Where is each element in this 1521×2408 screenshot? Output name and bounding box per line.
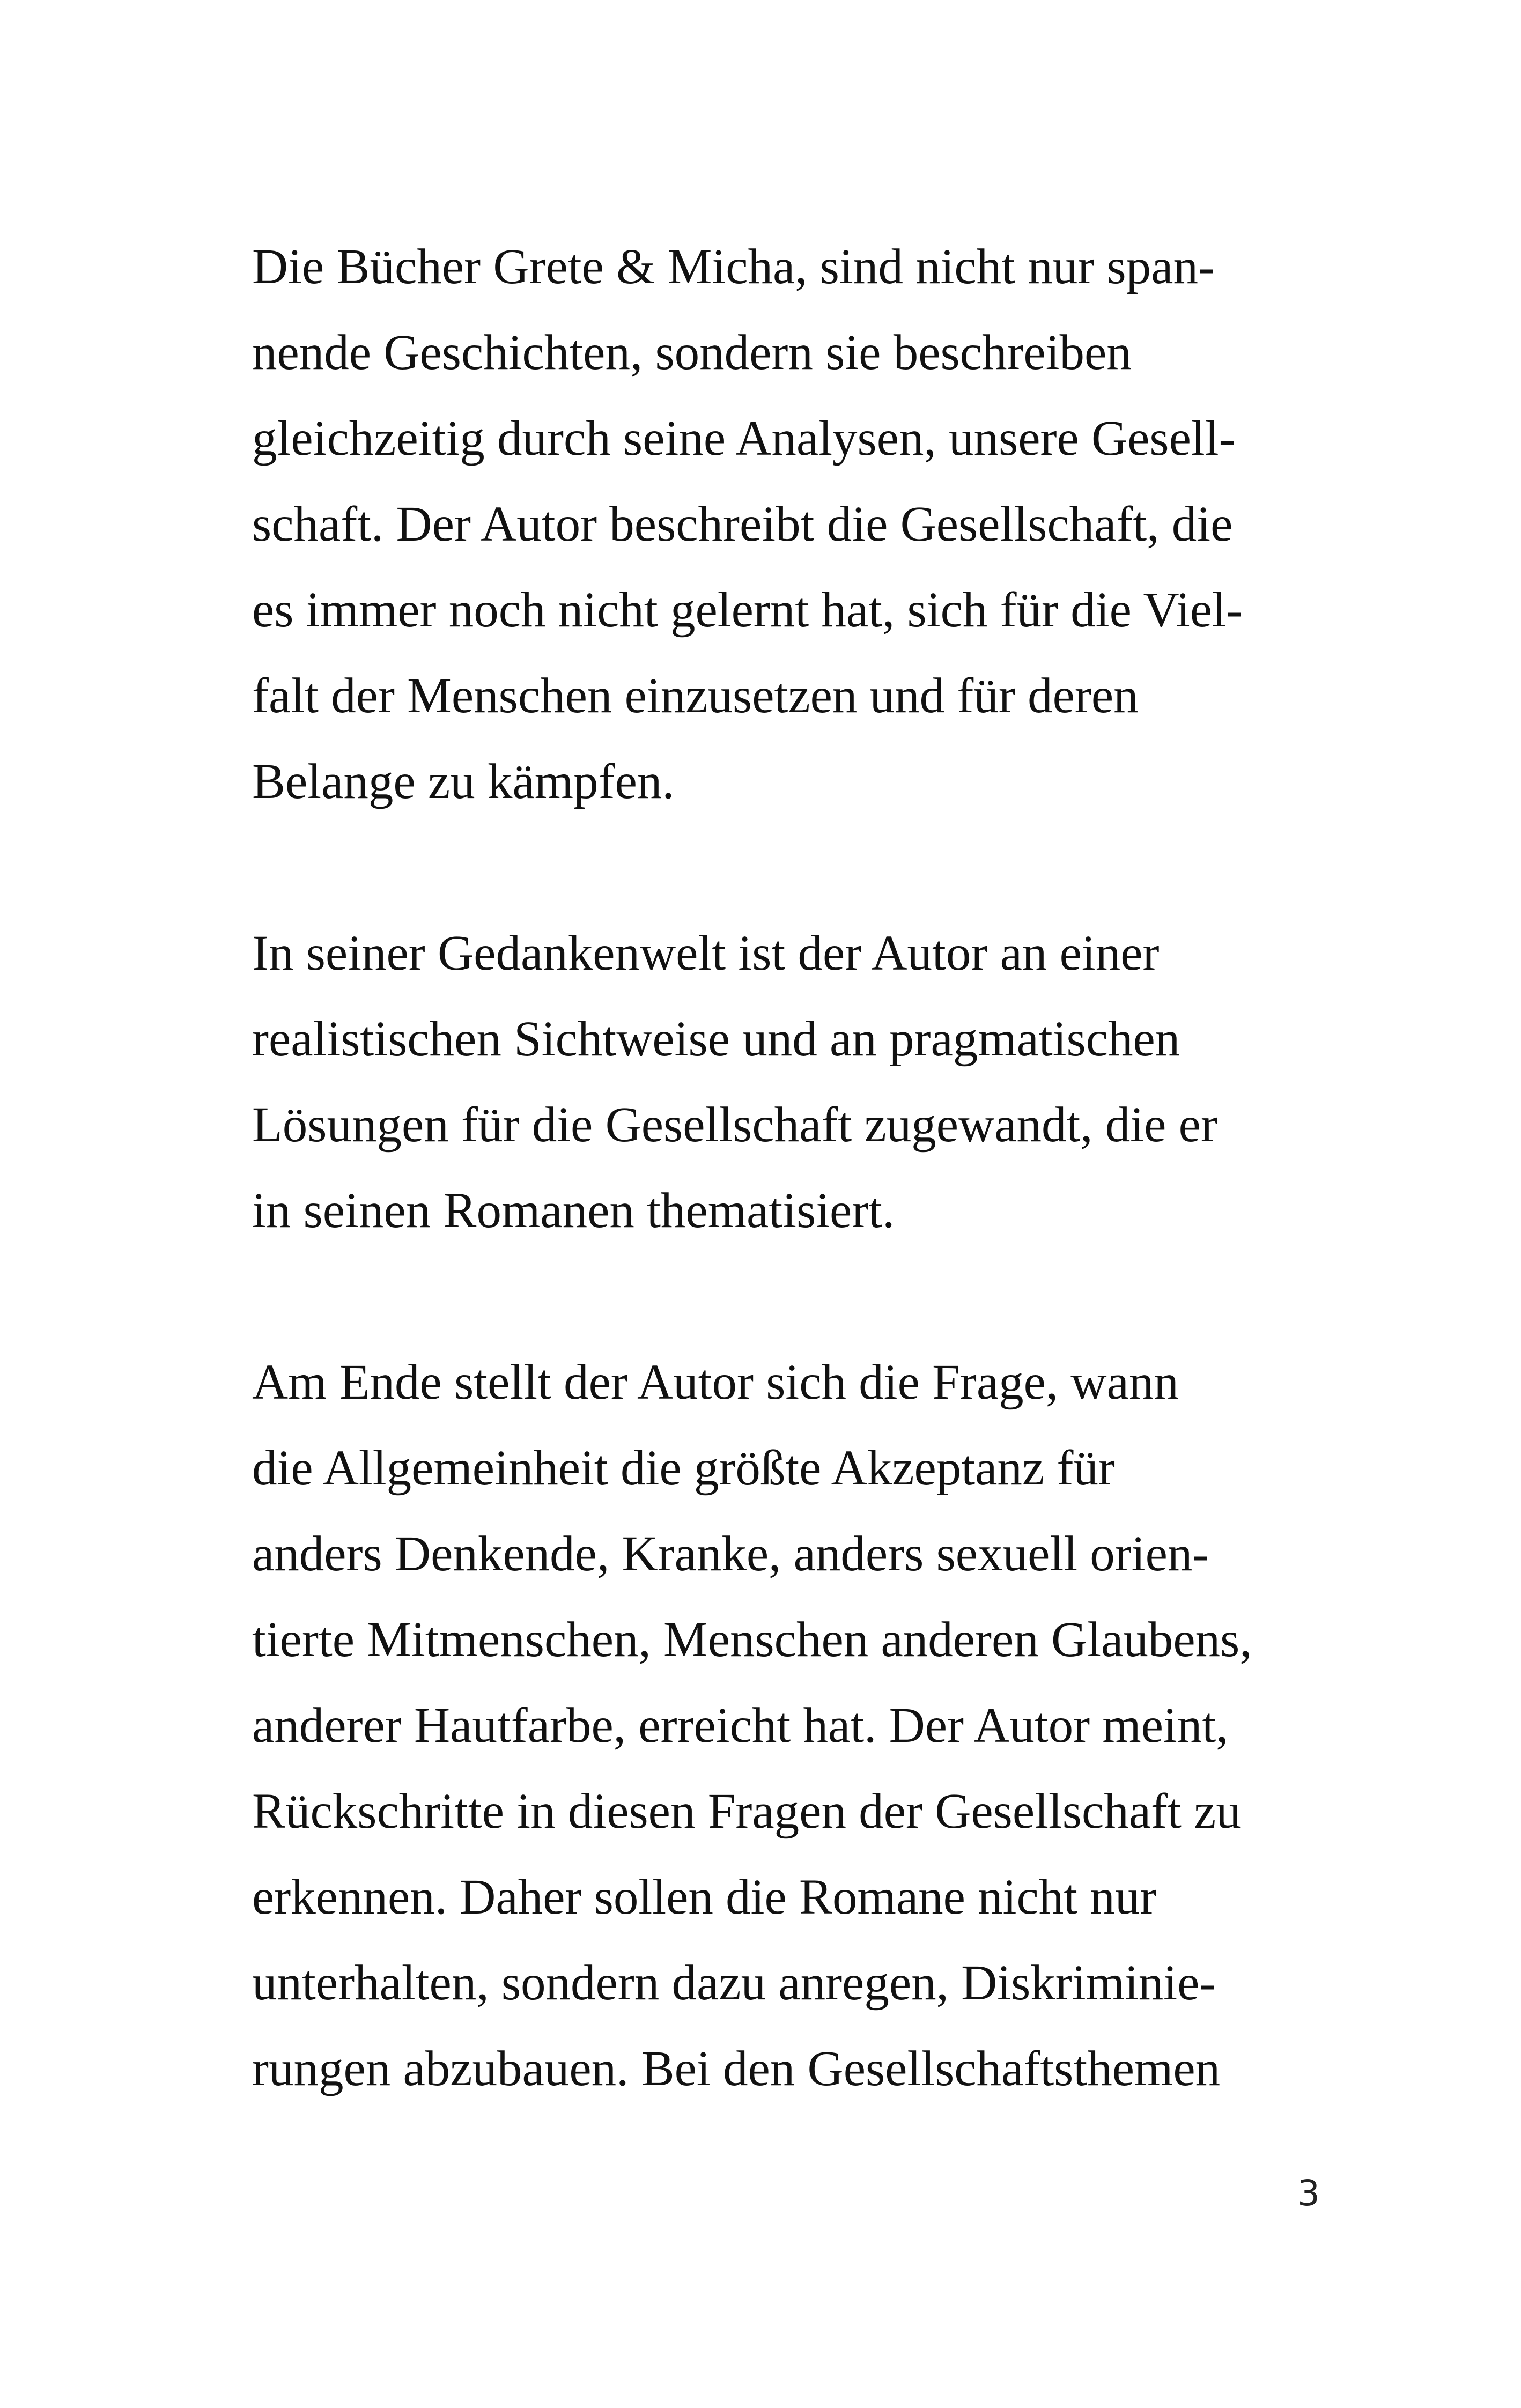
paragraph-2 <box>252 911 1378 1254</box>
text-line: tierte Mitmenschen, Menschen anderen Glaubens, <box>252 1612 1252 1667</box>
text-line: Rückschritte in diesen Fragen der Gesellschaft zu <box>252 1784 1241 1839</box>
text-line: erkennen. Daher sollen die Romane nicht nur <box>252 1870 1157 1925</box>
text-line: Die Bücher Grete & Micha, sind nicht nur span- <box>252 239 1215 294</box>
text-line: In seiner Gedankenwelt ist der Autor an einer <box>252 926 1160 981</box>
text-line: Belange zu kämpfen. <box>252 754 675 809</box>
text-line: schaft. Der Autor beschreibt die Gesellschaft, die <box>252 497 1233 552</box>
text-line: falt der Menschen einzusetzen und für deren <box>252 668 1139 723</box>
text-line: es immer noch nicht gelernt hat, sich für die Viel- <box>252 582 1243 638</box>
text-line: anders Denkende, Kranke, anders sexuell orien- <box>252 1526 1209 1582</box>
text-line: rungen abzubauen. Bei den Gesellschaftsthemen <box>252 2041 1221 2096</box>
body-text <box>252 224 1378 2198</box>
text-line: unterhalten, sondern dazu anregen, Diskriminie- <box>252 1955 1216 2011</box>
page-number: 3 <box>1297 2173 1320 2214</box>
text-line: anderer Hautfarbe, erreicht hat. Der Autor meint, <box>252 1698 1229 1753</box>
paragraph-1 <box>252 224 1378 825</box>
text-line: in seinen Romanen thematisiert. <box>252 1183 895 1238</box>
text-line: Lösungen für die Gesellschaft zugewandt, die er <box>252 1097 1217 1153</box>
text-line: Am Ende stellt der Autor sich die Frage, wann <box>252 1355 1179 1410</box>
text-line: nende Geschichten, sondern sie beschreiben <box>252 325 1132 380</box>
paragraph-3 <box>252 1340 1378 2112</box>
text-line: gleichzeitig durch seine Analysen, unsere Gesell- <box>252 411 1236 466</box>
text-line: die Allgemeinheit die größte Akzeptanz für <box>252 1441 1115 1496</box>
text-line: realistischen Sichtweise und an pragmatischen <box>252 1011 1180 1067</box>
